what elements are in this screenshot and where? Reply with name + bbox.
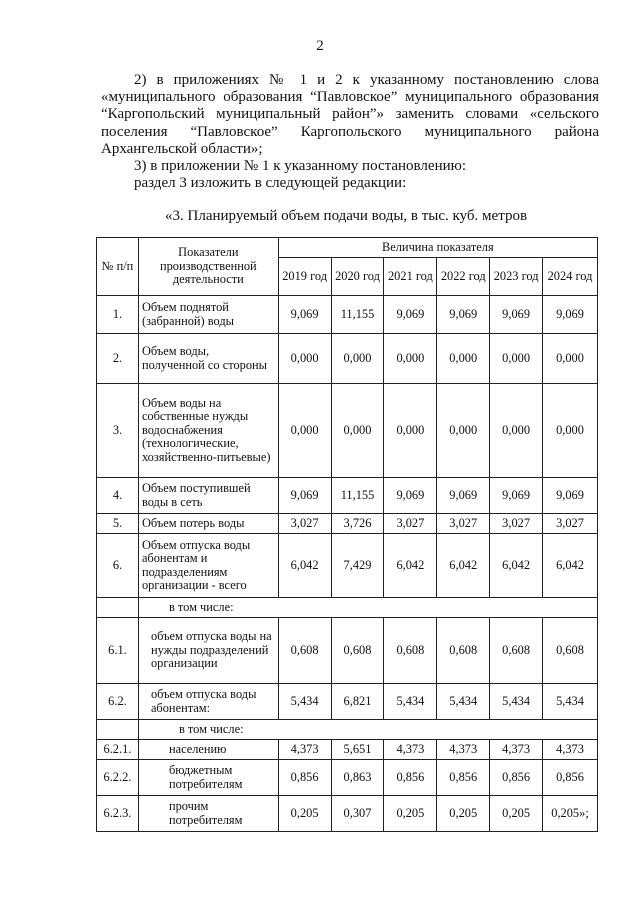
row-value: 7,429	[331, 534, 384, 598]
row-value: 3,726	[331, 514, 384, 534]
row-value: 0,205	[437, 796, 490, 832]
row-number: 2.	[97, 334, 139, 384]
table-row	[97, 684, 598, 720]
row-value: 0,000	[437, 334, 490, 384]
empty-cell	[97, 598, 139, 618]
header-year: 2024 год	[543, 258, 598, 296]
paragraph-text: 2) в приложениях № 1 и 2 к указанному постановлению слова «муниципального образования “Павловское” муниципального образования “Каргопольский муниципальный район”» заменить словами «сельского поселения “Павловское” Каргопольского муниципального района Архангельской области»;	[101, 72, 599, 157]
row-value: 4,373	[543, 740, 598, 760]
row-value: 4,373	[437, 740, 490, 760]
table-row	[97, 740, 598, 760]
row-value: 6,042	[384, 534, 437, 598]
row-value: 0,000	[543, 334, 598, 384]
row-value: 4,373	[384, 740, 437, 760]
paragraph-text: 3) в приложении № 1 к указанному постановлению:	[134, 158, 466, 174]
row-value: 0,856	[437, 760, 490, 796]
row-value: 0,000	[490, 384, 543, 478]
row-value: 0,205	[278, 796, 331, 832]
row-value: 11,155	[331, 478, 384, 514]
row-number: 3.	[97, 384, 139, 478]
table-row	[97, 514, 598, 534]
subheading-label: в том числе:	[138, 720, 597, 740]
row-value: 9,069	[490, 478, 543, 514]
header-year: 2019 год	[278, 258, 331, 296]
row-value: 6,042	[278, 534, 331, 598]
amendment-paragraph-3	[101, 158, 599, 192]
row-value: 0,000	[278, 334, 331, 384]
row-label: Объем отпуска воды абонентам и подразделениям организации - всего	[138, 534, 278, 598]
row-number: 4.	[97, 478, 139, 514]
table-row	[97, 760, 598, 796]
row-value: 4,373	[278, 740, 331, 760]
row-value: 0,000	[384, 384, 437, 478]
row-value: 9,069	[437, 478, 490, 514]
row-value: 9,069	[384, 296, 437, 334]
row-value: 0,000	[331, 334, 384, 384]
row-value: 0,205»;	[543, 796, 598, 832]
row-number: 6.	[97, 534, 139, 598]
row-value: 0,205	[490, 796, 543, 832]
row-value: 0,608	[437, 618, 490, 684]
row-label: объем отпуска воды абонентам:	[138, 684, 278, 720]
row-label: Объем поступившей воды в сеть	[138, 478, 278, 514]
row-number: 1.	[97, 296, 139, 334]
row-value: 5,434	[384, 684, 437, 720]
table-subheading-row	[97, 598, 598, 618]
row-value: 9,069	[437, 296, 490, 334]
row-value: 11,155	[331, 296, 384, 334]
row-label: объем отпуска воды на нужды подразделений организации	[138, 618, 278, 684]
row-value: 0,856	[490, 760, 543, 796]
row-value: 0,000	[278, 384, 331, 478]
row-value: 0,856	[278, 760, 331, 796]
row-value: 0,608	[543, 618, 598, 684]
row-value: 3,027	[490, 514, 543, 534]
row-value: 9,069	[278, 296, 331, 334]
page-number: 2	[316, 38, 324, 54]
row-value: 9,069	[490, 296, 543, 334]
row-number: 6.2.1.	[97, 740, 139, 760]
table-row	[97, 796, 598, 832]
row-value: 0,205	[384, 796, 437, 832]
row-value: 9,069	[278, 478, 331, 514]
table-subheading-row	[97, 720, 598, 740]
table-row	[97, 384, 598, 478]
table-row	[97, 534, 598, 598]
row-label: Объем поднятой (забранной) воды	[138, 296, 278, 334]
row-value: 0,856	[384, 760, 437, 796]
row-value: 0,608	[331, 618, 384, 684]
row-value: 3,027	[278, 514, 331, 534]
header-year: 2023 год	[490, 258, 543, 296]
row-value: 3,027	[437, 514, 490, 534]
row-value: 0,608	[384, 618, 437, 684]
row-value: 6,042	[543, 534, 598, 598]
row-label: Объем воды, полученной со стороны	[138, 334, 278, 384]
row-value: 0,000	[543, 384, 598, 478]
table-row	[97, 618, 598, 684]
row-value: 6,821	[331, 684, 384, 720]
row-number: 5.	[97, 514, 139, 534]
table-row	[97, 478, 598, 514]
row-label: Объем потерь воды	[138, 514, 278, 534]
header-year: 2022 год	[437, 258, 490, 296]
row-value: 9,069	[543, 296, 598, 334]
paragraph-text: раздел 3 изложить в следующей редакции:	[134, 175, 407, 192]
table-row	[97, 296, 598, 334]
row-number: 6.2.	[97, 684, 139, 720]
header-year: 2020 год	[331, 258, 384, 296]
row-value: 5,434	[437, 684, 490, 720]
row-value: 9,069	[543, 478, 598, 514]
row-value: 5,434	[278, 684, 331, 720]
empty-cell	[97, 720, 139, 740]
amendment-paragraph-2	[101, 72, 599, 158]
row-value: 0,000	[331, 384, 384, 478]
row-value: 5,434	[490, 684, 543, 720]
row-value: 6,042	[437, 534, 490, 598]
row-value: 6,042	[490, 534, 543, 598]
row-value: 0,000	[490, 334, 543, 384]
row-label: населению	[138, 740, 278, 760]
table-row	[97, 334, 598, 384]
water-supply-table	[96, 237, 598, 832]
row-value: 3,027	[543, 514, 598, 534]
row-value: 0,863	[331, 760, 384, 796]
row-value: 0,856	[543, 760, 598, 796]
header-value: Величина показателя	[278, 238, 597, 258]
row-number: 6.1.	[97, 618, 139, 684]
header-indicator: Показатели производственной деятельности	[138, 238, 278, 296]
row-value: 0,608	[278, 618, 331, 684]
row-label: прочим потребителям	[138, 796, 278, 832]
row-value: 0,608	[490, 618, 543, 684]
header-year: 2021 год	[384, 258, 437, 296]
row-label: бюджетным потребителям	[138, 760, 278, 796]
row-value: 0,000	[437, 384, 490, 478]
row-value: 5,434	[543, 684, 598, 720]
row-value: 4,373	[490, 740, 543, 760]
row-value: 9,069	[384, 478, 437, 514]
row-value: 3,027	[384, 514, 437, 534]
row-number: 6.2.2.	[97, 760, 139, 796]
header-number: № п/п	[97, 238, 139, 296]
row-value: 5,651	[331, 740, 384, 760]
subheading-label: в том числе:	[138, 598, 597, 618]
row-value: 0,000	[384, 334, 437, 384]
section-title: «3. Планируемый объем подачи воды, в тыс. куб. метров	[165, 208, 528, 224]
row-label: Объем воды на собственные нужды водоснабжения (технологические, хозяйственно-питьевые)	[138, 384, 278, 478]
row-number: 6.2.3.	[97, 796, 139, 832]
row-value: 0,307	[331, 796, 384, 832]
